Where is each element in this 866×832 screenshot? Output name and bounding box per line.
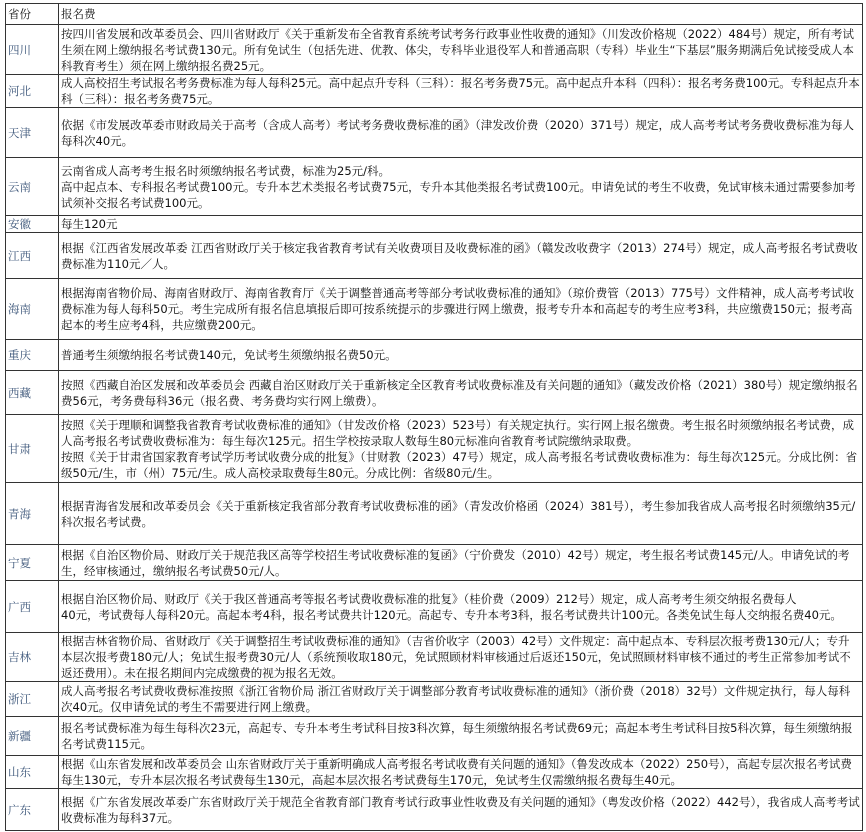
province-cell: 浙江 (6, 682, 59, 717)
table-row (6, 233, 863, 279)
fee-cell: 根据《江西省发展改革委 江西省财政厅关于核定我省教育考试有关收费项目及收费标准的函》（赣发改收费字（2013）274号）规定，成人高考报名考试费收费标准为110元／人。 (59, 233, 863, 279)
table-row (6, 581, 863, 633)
fee-cell: 按照《关于理顺和调整我省教育考试收费标准的通知》（甘发改价格（2023）523号）有关规定执行。实行网上报名缴费。考生报名时须缴纳报名考试费，成人高考报名考试费收费标准为：每生每次125元。招生学校按录取人数每生80元标准向省教育考试院缴纳录取费。 按照《关于甘肃省国家教育考试学历考试收费分成的批复》（甘财教（2023）47号）规定，成人高考报名考试费收费标准为：每生每次125元。分成比例：省级50元/生，市（州）75元/生。成人高校录取费每生80元。分成比例：省级80元/生。 (59, 415, 863, 483)
table-row (6, 158, 863, 216)
fee-cell: 普通考生须缴纳报名考试费140元，免试考生须缴纳报名费50元。 (59, 340, 863, 371)
table-row (6, 371, 863, 415)
province-cell: 天津 (6, 108, 59, 158)
province-cell: 西藏 (6, 371, 59, 415)
fee-cell: 根据《广东省发展改革委广东省财政厅关于规范全省教育部门教育考试行政事业性收费及有关问题的通知》（粤发改价格（2022）442号），我省成人高考考试收费标准为每科37元。 (59, 789, 863, 831)
fee-cell: 根据自治区物价局、财政厅《关于我区普通高考等报名考试费收费标准的批复》（桂价费（2009）212号）规定，成人高考考生须交纳报名费每人 40元，考试费每人每科20元。高起本考4科，报名考试费共计120元。高起专、专升本考3科，报名考试费共计100元。各类免试生每人交纳报名费40元。 (59, 581, 863, 633)
province-cell: 吉林 (6, 633, 59, 682)
fee-cell: 根据《山东省发展和改革委员会 山东省财政厅关于重新明确成人高考报名考试收费有关问题的通知》（鲁发改成本（2022）250号），高起专层次报名考试费每生130元，专升本层次报名考试费每生130元，高起本层次报名考试费每生170元，免试考生仅需缴纳报名费每生40元。 (59, 756, 863, 789)
fee-cell: 成人高校招生考试报名考务费标准为每人每科25元。高中起点升专科（三科）：报名考务费75元。高中起点升本科（四科）：报名考务费100元。专科起点升本科（三科）：报名考务费75元。 (59, 75, 863, 108)
table-row (6, 545, 863, 581)
province-cell: 广东 (6, 789, 59, 831)
fee-cell: 根据吉林省物价局、省财政厅《关于调整招生考试收费标准的通知》（吉省价收字（2003）42号）文件规定：高中起点本、专科层次报考费130元/人；专升本层次报考费180元/人；免试生报考费30元/人（系统预收取180元，免试照顾材料审核通过后返还150元，免试照顾材料审核不通过的考生正常参加考试不返还费用）。未在报名期间内完成缴费的视为报名无效。 (59, 633, 863, 682)
table-row (6, 483, 863, 545)
table-row (6, 216, 863, 233)
province-cell: 青海 (6, 483, 59, 545)
province-cell: 江西 (6, 233, 59, 279)
table-row (6, 75, 863, 108)
fee-cell: 依据《市发展改革委市财政局关于高考（含成人高考）考试考务费收费标准的函》（津发改价费（2020）371号）规定，成人高考考试考务费收费标准为每人每科次40元。 (59, 108, 863, 158)
table-row (6, 789, 863, 831)
table-row (6, 108, 863, 158)
province-cell: 山东 (6, 756, 59, 789)
fee-cell: 报名考试费标准为每生每科次23元，高起专、专升本考生考试科目按3科次算，每生须缴纳报名考试费69元；高起本考生考试科目按5科次算，每生须缴纳报名考试费115元。 (59, 717, 863, 756)
province-cell: 广西 (6, 581, 59, 633)
header-fee: 报名费 (59, 4, 863, 25)
fee-cell: 按四川省发展和改革委员会、四川省财政厅《关于重新发布全省教育系统考试考务行政事业性收费的通知》（川发改价格规（2022）484号）规定，所有考试生须在网上缴纳报名考试费130元。所有免试生（包括先进、优教、体尖，专科毕业退役军人和普通高职（专科）毕业生“下基层”服务期满后免试接受成人本科教育考生）须在网上缴纳报名费25元。 (59, 25, 863, 75)
table-row (6, 717, 863, 756)
table-row (6, 682, 863, 717)
province-cell: 云南 (6, 158, 59, 216)
table-row (6, 279, 863, 340)
province-cell: 河北 (6, 75, 59, 108)
table-row (6, 756, 863, 789)
table-row (6, 415, 863, 483)
table-row (6, 340, 863, 371)
fee-cell: 按照《西藏自治区发展和改革委员会 西藏自治区财政厅关于重新核定全区教育考试收费标准及有关问题的通知》（藏发改价格（2021）380号）规定缴纳报名费56元，考务费每科36元（报名费、考务费均实行网上缴费）。 (59, 371, 863, 415)
table-header-row (6, 4, 863, 25)
fee-cell: 每生120元 (59, 216, 863, 233)
province-cell: 宁夏 (6, 545, 59, 581)
fee-cell: 云南省成人高考考生报名时须缴纳报名考试费，标准为25元/科。 高中起点本、专科报名考试费100元。专升本艺术类报名考试费75元，专升本其他类报名考试费100元。申请免试的考生不收费，免试审核未通过需要参加考试须补交报名考试费100元。 (59, 158, 863, 216)
registration-fee-table (5, 3, 863, 831)
table-row (6, 25, 863, 75)
province-cell: 甘肃 (6, 415, 59, 483)
province-cell: 重庆 (6, 340, 59, 371)
province-cell: 新疆 (6, 717, 59, 756)
fee-cell: 根据海南省物价局、海南省财政厅、海南省教育厅《关于调整普通高考等部分考试收费标准的通知》（琼价费管（2013）775号）文件精神，成人高考考试收费标准为每人每科50元。考生完成所有报名信息填报后即可按系统提示的步骤进行网上缴费，报考专升本和高起专的考生应考3科，共应缴费150元；报考高起本的考生应考4科，共应缴费200元。 (59, 279, 863, 340)
table-row (6, 633, 863, 682)
fee-cell: 成人高考报名考试费收费标准按照《浙江省物价局 浙江省财政厅关于调整部分教育考试收费标准的通知》（浙价费（2018）32号）文件规定执行，每人每科次40元。仅申请免试的考生不需要进行网上缴费。 (59, 682, 863, 717)
fee-cell: 根据《自治区物价局、财政厅关于规范我区高等学校招生考试收费标准的复函》（宁价费发（2010）42号）规定，考生报名考试费145元/人。申请免试的考生，经审核通过，缴纳报名考试费50元/人。 (59, 545, 863, 581)
header-province: 省份 (6, 4, 59, 25)
province-cell: 四川 (6, 25, 59, 75)
province-cell: 安徽 (6, 216, 59, 233)
fee-cell: 根据青海省发展和改革委员会《关于重新核定我省部分教育考试收费标准的函》（青发改价格函（2024）381号），考生参加我省成人高考报名时须缴纳35元/科次报名考试费。 (59, 483, 863, 545)
province-cell: 海南 (6, 279, 59, 340)
